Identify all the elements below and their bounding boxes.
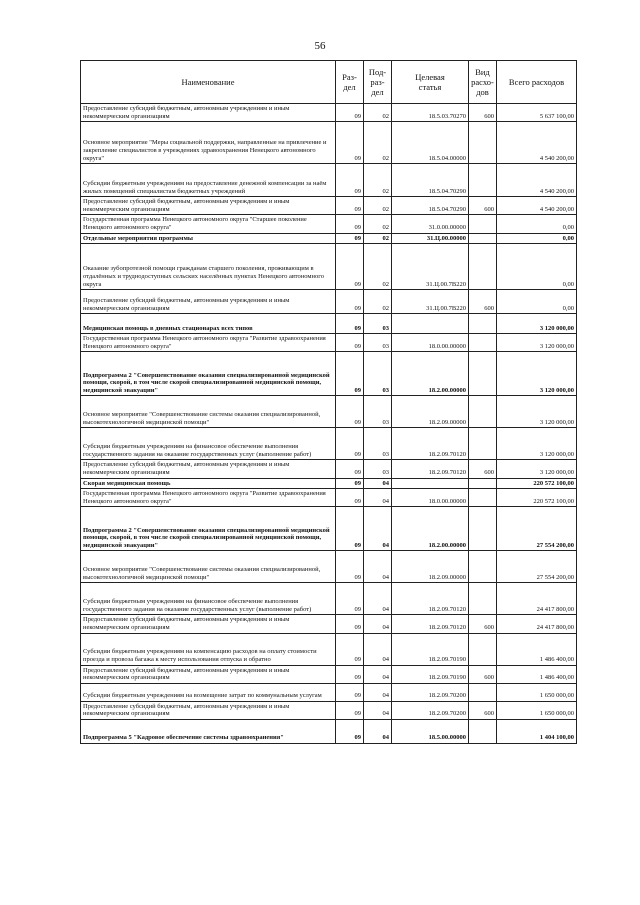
table-row [81, 719, 577, 743]
cell-podrazdel: 03 [364, 428, 392, 460]
cell-sum: 24 417 800,00 [497, 615, 577, 633]
cell-celevaya: 18.2.09.70190 [392, 665, 469, 683]
cell-celevaya: 18.2.09.70200 [392, 701, 469, 719]
table-row [81, 290, 577, 314]
cell-podrazdel: 03 [364, 352, 392, 396]
cell-sum: 1 486 400,00 [497, 665, 577, 683]
cell-celevaya: 31.Ц.00.7В220 [392, 244, 469, 290]
cell-podrazdel: 04 [364, 478, 392, 489]
table-body [81, 104, 577, 744]
cell-sum: 3 120 000,00 [497, 314, 577, 334]
cell-vid [469, 478, 497, 489]
table-header-row [81, 61, 577, 104]
cell-razdel: 09 [336, 314, 364, 334]
cell-vid [469, 428, 497, 460]
cell-podrazdel: 04 [364, 665, 392, 683]
table-row [81, 314, 577, 334]
cell-razdel: 09 [336, 460, 364, 478]
cell-name: Основное мероприятие "Совершенствование системы оказания специализированной, высокотехнологичной медицинской помощи" [81, 396, 336, 428]
table-row [81, 683, 577, 701]
cell-podrazdel: 04 [364, 683, 392, 701]
cell-vid [469, 164, 497, 197]
cell-podrazdel: 04 [364, 701, 392, 719]
cell-name: Подпрограмма 2 "Совершенствование оказания специализированной медицинской помощи, скорой, в том числе скорой специализированной медицинской помощи, медицинской эвакуации" [81, 507, 336, 551]
cell-podrazdel: 02 [364, 104, 392, 122]
cell-vid: 600 [469, 701, 497, 719]
cell-name: Основное мероприятие "Меры социальной поддержки, направленные на привлечение и закрепление специалистов в учреждениях здравоохранения Ненецкого автономного округа" [81, 122, 336, 164]
table-row [81, 197, 577, 215]
cell-razdel: 09 [336, 719, 364, 743]
cell-name: Подпрограмма 5 "Кадровое обеспечение системы здравоохранения" [81, 719, 336, 743]
cell-sum: 0,00 [497, 233, 577, 244]
table-row [81, 215, 577, 233]
table-row [81, 701, 577, 719]
cell-sum: 220 572 100,00 [497, 489, 577, 507]
cell-name: Государственная программа Ненецкого автономного округа "Старшее поколение Ненецкого автономного округа" [81, 215, 336, 233]
cell-sum: 27 554 200,00 [497, 551, 577, 583]
cell-name: Государственная программа Ненецкого автономного округа "Развитие здравоохранения Ненецкого автономного округа" [81, 334, 336, 352]
cell-sum: 3 120 000,00 [497, 460, 577, 478]
cell-razdel: 09 [336, 507, 364, 551]
cell-sum: 24 417 800,00 [497, 583, 577, 615]
cell-razdel: 09 [336, 478, 364, 489]
budget-table [80, 60, 577, 744]
cell-sum: 3 120 000,00 [497, 352, 577, 396]
cell-vid [469, 215, 497, 233]
cell-celevaya: 18.2.09.70190 [392, 633, 469, 665]
cell-podrazdel: 02 [364, 233, 392, 244]
cell-name: Предоставление субсидий бюджетным, автономным учреждениям и иным некоммерческим организациям [81, 615, 336, 633]
table-row [81, 460, 577, 478]
cell-sum: 1 486 400,00 [497, 633, 577, 665]
cell-vid: 600 [469, 197, 497, 215]
cell-podrazdel: 04 [364, 507, 392, 551]
cell-vid [469, 633, 497, 665]
cell-vid [469, 551, 497, 583]
table-row [81, 665, 577, 683]
cell-podrazdel: 03 [364, 314, 392, 334]
cell-celevaya: 18.5.04.00000 [392, 122, 469, 164]
cell-sum: 5 637 100,00 [497, 104, 577, 122]
cell-celevaya [392, 478, 469, 489]
cell-celevaya: 18.2.09.70120 [392, 615, 469, 633]
cell-celevaya: 18.5.04.70290 [392, 164, 469, 197]
cell-vid: 600 [469, 104, 497, 122]
cell-celevaya: 18.2.09.70120 [392, 460, 469, 478]
cell-celevaya: 18.2.09.70200 [392, 683, 469, 701]
cell-sum: 27 554 200,00 [497, 507, 577, 551]
cell-name: Субсидии бюджетным учреждениям на финансовое обеспечение выполнения государственного задания на оказание государственных услуг (выполнение работ) [81, 428, 336, 460]
cell-razdel: 09 [336, 396, 364, 428]
cell-sum: 4 540 200,00 [497, 164, 577, 197]
cell-podrazdel: 04 [364, 489, 392, 507]
cell-razdel: 09 [336, 122, 364, 164]
cell-celevaya: 31.0.00.00000 [392, 215, 469, 233]
cell-razdel: 09 [336, 104, 364, 122]
table-row [81, 104, 577, 122]
cell-razdel: 09 [336, 683, 364, 701]
cell-celevaya: 31.Ц.00.7В220 [392, 290, 469, 314]
table-row [81, 352, 577, 396]
cell-name: Основное мероприятие "Совершенствование системы оказания специализированной, высокотехнологичной медицинской помощи" [81, 551, 336, 583]
cell-razdel: 09 [336, 215, 364, 233]
cell-podrazdel: 03 [364, 334, 392, 352]
cell-razdel: 09 [336, 290, 364, 314]
cell-sum: 3 120 000,00 [497, 428, 577, 460]
table-row [81, 478, 577, 489]
cell-podrazdel: 03 [364, 460, 392, 478]
header-vid: Вид расхо- дов [469, 61, 497, 104]
cell-name: Субсидии бюджетным учреждениям на возмещение затрат по коммунальным услугам [81, 683, 336, 701]
cell-razdel: 09 [336, 665, 364, 683]
table-row [81, 233, 577, 244]
cell-vid [469, 719, 497, 743]
cell-sum: 220 572 100,00 [497, 478, 577, 489]
cell-razdel: 09 [336, 551, 364, 583]
cell-razdel: 09 [336, 489, 364, 507]
cell-vid [469, 507, 497, 551]
cell-name: Субсидии бюджетным учреждениям на компенсацию расходов на оплату стоимости проезда и провоза багажа к месту использования отпуска и обратно [81, 633, 336, 665]
table-row [81, 244, 577, 290]
table-row [81, 164, 577, 197]
cell-razdel: 09 [336, 701, 364, 719]
table-row [81, 122, 577, 164]
cell-name: Субсидии бюджетным учреждениям на предоставление денежной компенсации за наём жилых помещений специалистам бюджетных учреждений [81, 164, 336, 197]
cell-vid [469, 489, 497, 507]
cell-podrazdel: 04 [364, 719, 392, 743]
header-vsego: Всего расходов [497, 61, 577, 104]
cell-celevaya: 18.5.00.00000 [392, 719, 469, 743]
cell-vid: 600 [469, 615, 497, 633]
cell-vid [469, 244, 497, 290]
cell-name: Медицинская помощь в дневных стационарах всех типов [81, 314, 336, 334]
cell-podrazdel: 03 [364, 396, 392, 428]
cell-name: Предоставление субсидий бюджетным, автономным учреждениям и иным некоммерческим организациям [81, 460, 336, 478]
cell-sum: 1 650 000,00 [497, 701, 577, 719]
cell-razdel: 09 [336, 352, 364, 396]
cell-podrazdel: 02 [364, 244, 392, 290]
cell-razdel: 09 [336, 334, 364, 352]
cell-name: Субсидии бюджетным учреждениям на финансовое обеспечение выполнения государственного задания на оказание государственных услуг (выполнение работ) [81, 583, 336, 615]
cell-podrazdel: 02 [364, 122, 392, 164]
cell-celevaya: 18.5.04.70290 [392, 197, 469, 215]
cell-vid [469, 583, 497, 615]
cell-podrazdel: 04 [364, 615, 392, 633]
cell-sum: 0,00 [497, 215, 577, 233]
header-razdel: Раз- дел [336, 61, 364, 104]
cell-razdel: 09 [336, 197, 364, 215]
cell-razdel: 09 [336, 615, 364, 633]
cell-celevaya: 18.2.09.00000 [392, 551, 469, 583]
cell-vid: 600 [469, 460, 497, 478]
cell-vid: 600 [469, 290, 497, 314]
cell-vid [469, 233, 497, 244]
cell-celevaya: 18.0.00.00000 [392, 334, 469, 352]
cell-vid [469, 683, 497, 701]
cell-vid [469, 122, 497, 164]
table-row [81, 633, 577, 665]
cell-sum: 1 650 000,00 [497, 683, 577, 701]
cell-sum: 4 540 200,00 [497, 122, 577, 164]
cell-celevaya [392, 314, 469, 334]
cell-celevaya: 18.2.09.70120 [392, 428, 469, 460]
cell-podrazdel: 02 [364, 164, 392, 197]
cell-name: Скорая медицинская помощь [81, 478, 336, 489]
cell-name: Предоставление субсидий бюджетным, автономным учреждениям и иным некоммерческим организациям [81, 104, 336, 122]
cell-vid: 600 [469, 665, 497, 683]
cell-celevaya: 18.2.09.00000 [392, 396, 469, 428]
cell-celevaya: 18.2.00.00000 [392, 352, 469, 396]
cell-name: Предоставление субсидий бюджетным, автономным учреждениям и иным некоммерческим организациям [81, 701, 336, 719]
cell-sum: 0,00 [497, 290, 577, 314]
table-row [81, 428, 577, 460]
cell-name: Отдельные мероприятия программы [81, 233, 336, 244]
table-row [81, 551, 577, 583]
cell-name: Предоставление субсидий бюджетным, автономным учреждениям и иным некоммерческим организациям [81, 290, 336, 314]
cell-name: Государственная программа Ненецкого автономного округа "Развитие здравоохранения Ненецкого автономного округа" [81, 489, 336, 507]
cell-sum: 3 120 000,00 [497, 396, 577, 428]
page-number: 56 [314, 40, 326, 52]
cell-name: Предоставление субсидий бюджетным, автономным учреждениям и иным некоммерческим организациям [81, 197, 336, 215]
cell-name: Оказание зубопротезной помощи гражданам старшего поколения, проживающим в отдалённых и труднодоступных сельских населённых пунктах Ненецкого автономного округа [81, 244, 336, 290]
cell-celevaya: 18.5.03.70270 [392, 104, 469, 122]
cell-razdel: 09 [336, 244, 364, 290]
cell-razdel: 09 [336, 233, 364, 244]
cell-name: Предоставление субсидий бюджетным, автономным учреждениям и иным некоммерческим организациям [81, 665, 336, 683]
cell-podrazdel: 04 [364, 583, 392, 615]
table-row [81, 615, 577, 633]
cell-celevaya: 18.2.09.70120 [392, 583, 469, 615]
cell-podrazdel: 02 [364, 215, 392, 233]
cell-razdel: 09 [336, 633, 364, 665]
header-celevaya: Целевая статья [392, 61, 469, 104]
cell-podrazdel: 02 [364, 197, 392, 215]
cell-sum: 3 120 000,00 [497, 334, 577, 352]
cell-name: Подпрограмма 2 "Совершенствование оказания специализированной медицинской помощи, скорой, в том числе скорой специализированной медицинской помощи, медицинской эвакуации" [81, 352, 336, 396]
table-row [81, 489, 577, 507]
table-row [81, 507, 577, 551]
cell-celevaya: 18.2.00.00000 [392, 507, 469, 551]
table-row [81, 396, 577, 428]
cell-celevaya: 18.0.00.00000 [392, 489, 469, 507]
cell-podrazdel: 04 [364, 633, 392, 665]
cell-celevaya: 31.Ц.00.00000 [392, 233, 469, 244]
cell-razdel: 09 [336, 164, 364, 197]
cell-podrazdel: 02 [364, 290, 392, 314]
cell-vid [469, 314, 497, 334]
cell-vid [469, 396, 497, 428]
cell-vid [469, 334, 497, 352]
cell-vid [469, 352, 497, 396]
header-name: Наименование [81, 61, 336, 104]
header-podrazdel: Под- раз- дел [364, 61, 392, 104]
cell-razdel: 09 [336, 583, 364, 615]
table-row [81, 583, 577, 615]
cell-razdel: 09 [336, 428, 364, 460]
cell-podrazdel: 04 [364, 551, 392, 583]
cell-sum: 4 540 200,00 [497, 197, 577, 215]
cell-sum: 1 404 100,00 [497, 719, 577, 743]
table-row [81, 334, 577, 352]
cell-sum: 0,00 [497, 244, 577, 290]
